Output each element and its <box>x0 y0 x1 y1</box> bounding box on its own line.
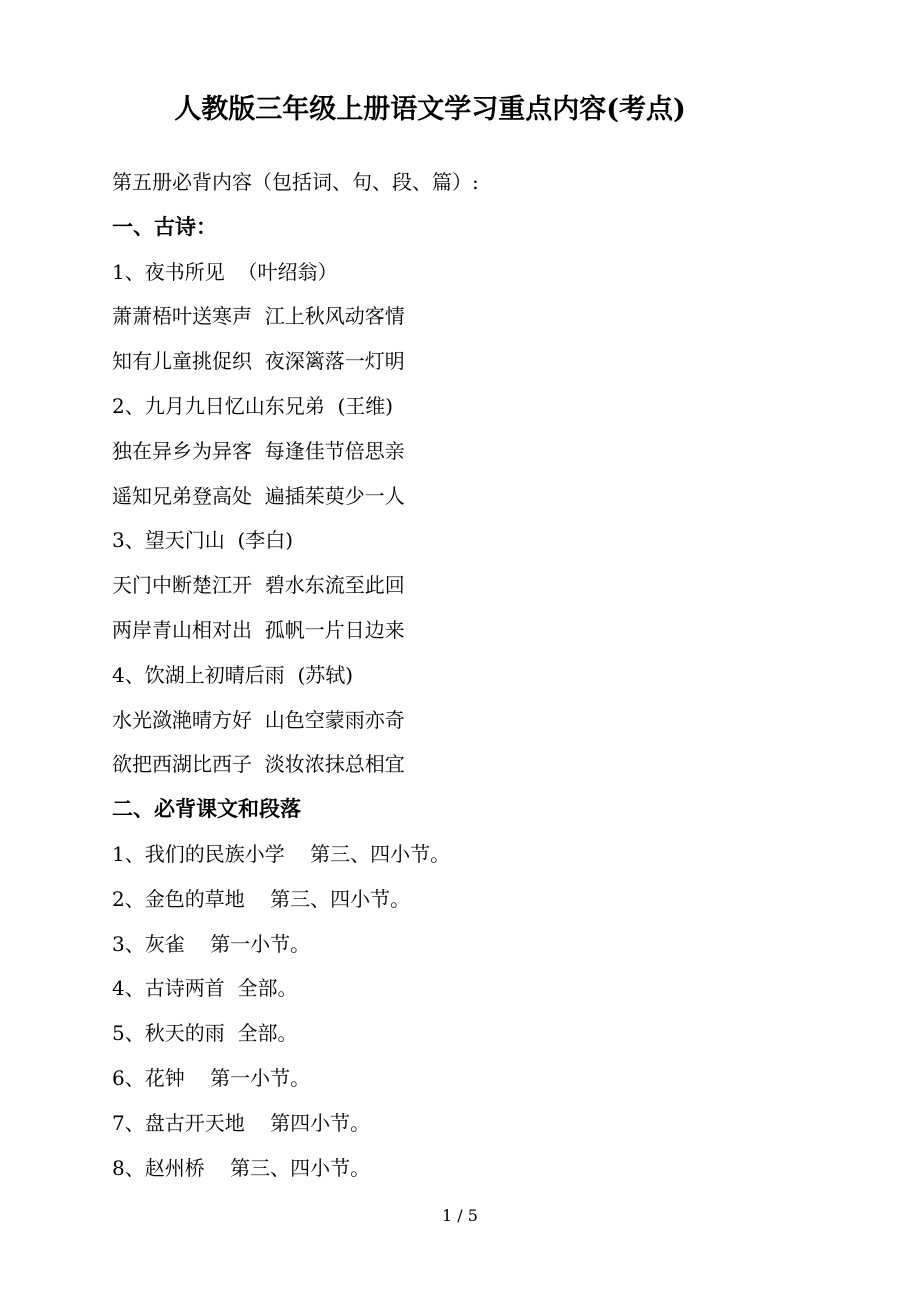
intro-text: 第五册必背内容（包括词、句、段、篇）: <box>112 170 479 194</box>
section-heading-recitations: 二、必背课文和段落 <box>112 796 301 822</box>
poem-line: 两岸青山相对出 孤帆一片日边来 <box>112 617 405 642</box>
poem-title: 4、饮湖上初晴后雨 (苏轼) <box>112 662 354 687</box>
page-indicator: 1 / 5 <box>442 1206 478 1225</box>
poem-line: 独在异乡为异客 每逢佳节倍思亲 <box>112 438 405 463</box>
section-heading-poems: 一、古诗： <box>112 213 217 239</box>
poem-line: 欲把西湖比西子 淡妆浓抹总相宜 <box>112 752 405 777</box>
poem-line: 遥知兄弟登高处 遍插茱萸少一人 <box>112 483 405 508</box>
poem-line: 天门中断楚江开 碧水东流至此回 <box>112 573 405 598</box>
list-item: 2、金色的草地 第三、四小节。 <box>112 886 411 911</box>
page-title: 人教版三年级上册语文学习重点内容(考点) <box>174 94 686 125</box>
list-item: 8、赵州桥 第三、四小节。 <box>112 1155 371 1180</box>
list-item: 5、秋天的雨 全部。 <box>112 1021 298 1046</box>
list-item: 3、灰雀 第一小节。 <box>112 931 311 956</box>
poem-line: 水光潋滟晴方好 山色空蒙雨亦奇 <box>112 707 405 732</box>
poem-line: 知有儿童挑促织 夜深篱落一灯明 <box>112 349 405 374</box>
list-item: 1、我们的民族小学 第三、四小节。 <box>112 841 451 866</box>
list-item: 7、盘古开天地 第四小节。 <box>112 1110 371 1135</box>
list-item: 6、花钟 第一小节。 <box>112 1065 311 1090</box>
poem-line: 萧萧梧叶送寒声 江上秋风动客情 <box>112 304 405 329</box>
poem-title: 3、望天门山 (李白) <box>112 528 294 553</box>
document-body <box>112 160 872 1190</box>
list-item: 4、古诗两首 全部。 <box>112 976 298 1001</box>
poem-title: 2、九月九日忆山东兄弟 (王维) <box>112 393 394 418</box>
poem-title: 1、夜书所见 （叶绍翁） <box>112 259 338 284</box>
